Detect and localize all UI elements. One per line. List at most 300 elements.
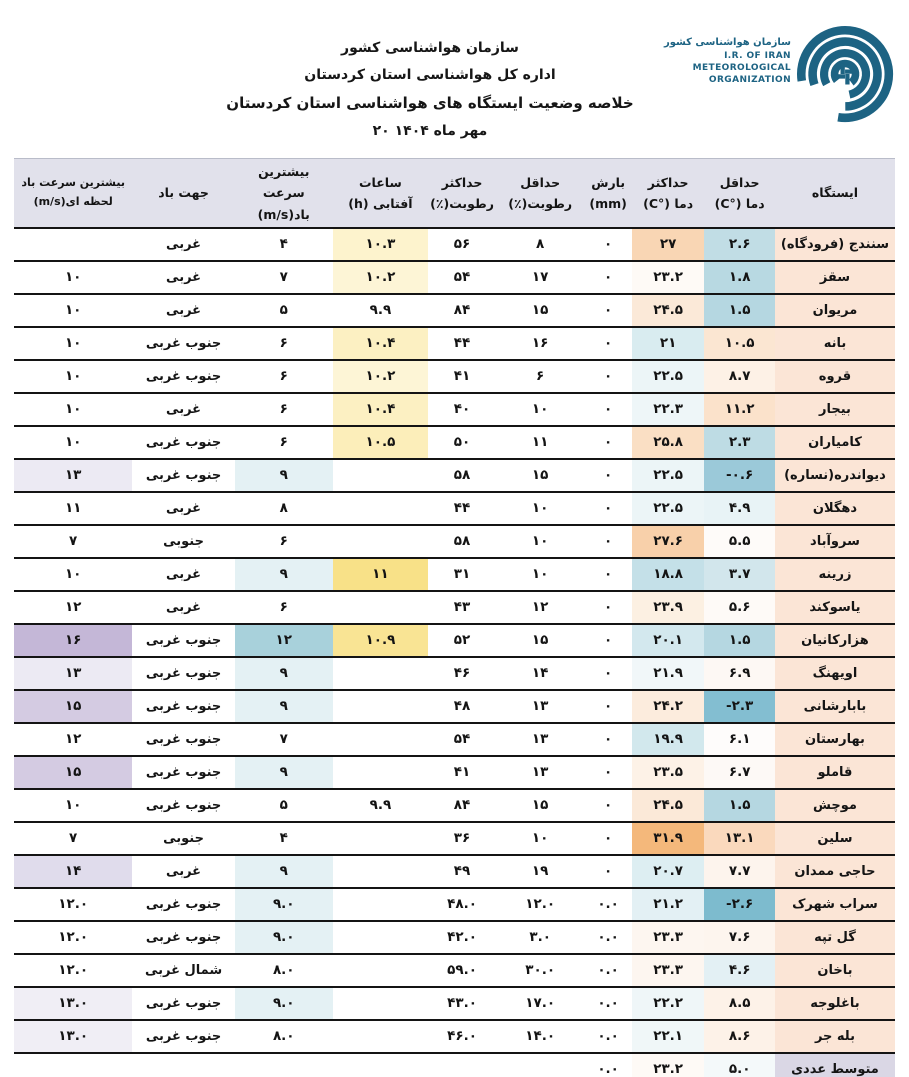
cell-precip: ۰ (604, 665, 613, 682)
col-header-gust: بیشترین سرعت باد لحظه ای(m/s) (14, 159, 132, 228)
cell-precip: ۰.۰ (597, 896, 619, 913)
cell-max_hum: ۳۶ (453, 830, 471, 847)
cell-max_hum: ۴۸ (453, 698, 471, 715)
cell-min_temp: ۶.۱ (704, 723, 775, 756)
table-row (14, 954, 895, 987)
cell-precip: ۰.۰ (597, 995, 619, 1012)
table-row (14, 294, 895, 327)
table-head (14, 159, 895, 228)
cell-min_hum: ۱۵ (531, 797, 549, 814)
cell-gust: ۱۰ (64, 335, 82, 352)
cell-wind_speed: ۶ (279, 401, 288, 418)
cell-min_temp: ۵.۰ (704, 1053, 775, 1077)
imo-logo (664, 14, 905, 136)
imo-logo-text (664, 36, 791, 86)
cell-max_hum: ۵۴ (453, 269, 471, 286)
cell-wind_speed: ۹ (235, 558, 333, 591)
cell-min_hum: ۱۰ (531, 401, 549, 418)
cell-gust (14, 1053, 132, 1077)
cell-gust: ۱۲.۰ (58, 896, 89, 913)
cell-max_hum: ۵۲ (453, 632, 471, 649)
cell-wind_speed: ۷ (279, 269, 288, 286)
cell-max_temp: ۲۴.۵ (632, 789, 704, 822)
station-name: باغلوجه (775, 987, 895, 1020)
cell-precip: ۰ (604, 863, 613, 880)
cell-max_temp: ۲۱.۲ (632, 888, 704, 921)
cell-sun: ۹.۹ (369, 797, 392, 814)
station-name: کامیاران (775, 426, 895, 459)
cell-wind_dir: جنوب غربی (145, 731, 222, 747)
cell-precip: ۰ (604, 764, 613, 781)
cell-gust: ۱۰ (64, 401, 82, 418)
cell-min_temp: ۸.۵ (704, 987, 775, 1020)
cell-sun (333, 987, 428, 1020)
cell-max_hum: ۵۰ (453, 434, 471, 451)
cell-gust: ۱۲ (64, 599, 82, 616)
cell-sun (333, 954, 428, 987)
cell-wind_speed: ۶ (279, 335, 288, 352)
cell-precip: ۰ (604, 467, 613, 484)
cell-wind_speed: ۹ (235, 459, 333, 492)
cell-min_temp: ۱.۵ (704, 624, 775, 657)
cell-min_temp: ۵.۵ (704, 525, 775, 558)
cell-wind_speed: ۸ (279, 500, 288, 517)
table-row (14, 426, 895, 459)
cell-min_temp: ۱۳.۱ (704, 822, 775, 855)
table-row (14, 1020, 895, 1053)
table-row (14, 888, 895, 921)
station-name: بیجار (775, 393, 895, 426)
cell-sun: ۱۰.۴ (333, 393, 428, 426)
table-row (14, 327, 895, 360)
cell-min_hum: ۱۵ (531, 467, 549, 484)
cell-precip: ۰ (604, 335, 613, 352)
cell-precip: ۰ (604, 599, 613, 616)
table-row (14, 987, 895, 1020)
cell-precip: ۰ (604, 566, 613, 583)
cell-wind_speed: ۸.۰ (272, 962, 295, 979)
cell-min_temp: ۱۰.۵ (704, 327, 775, 360)
table-row (14, 459, 895, 492)
station-name: دیواندره(نساره) (775, 459, 895, 492)
cell-max_hum: ۸۴ (453, 302, 471, 319)
cell-min_temp: ۷.۶ (704, 921, 775, 954)
station-name: بله جر (775, 1020, 895, 1053)
station-name: سراب شهرک (775, 888, 895, 921)
table-row (14, 756, 895, 789)
cell-min_temp: ۱.۵ (704, 789, 775, 822)
col-header-max_temp: حداکثر دما (°C) (632, 159, 704, 228)
cell-precip: ۰ (604, 302, 613, 319)
imo-logo-text-en1: I.R. OF IRAN (724, 50, 791, 61)
cell-max_hum: ۵۴ (453, 731, 471, 748)
cell-precip: ۰ (604, 830, 613, 847)
cell-gust: ۱۰ (64, 434, 82, 451)
cell-max_hum: ۴۳ (453, 599, 471, 616)
cell-gust: ۱۰ (64, 566, 82, 583)
cell-max_hum: ۳۱ (453, 566, 471, 583)
cell-gust: ۱۳.۰ (14, 1020, 132, 1053)
cell-max_temp: ۱۹.۹ (632, 723, 704, 756)
cell-wind_dir: غربی (166, 599, 202, 615)
cell-sun (333, 525, 428, 558)
station-name: سقز (775, 261, 895, 294)
cell-wind_dir: جنوب غربی (145, 929, 222, 945)
cell-min_hum: ۱۲.۰ (525, 896, 556, 913)
cell-min_hum: ۱۴.۰ (525, 1028, 556, 1045)
cell-precip: ۰ (604, 368, 613, 385)
cell-max_temp: ۲۷ (632, 228, 704, 261)
cell-min_temp: ۶.۷ (704, 756, 775, 789)
cell-min_temp: ۴.۶ (704, 954, 775, 987)
cell-max_hum: ۴۴ (453, 335, 471, 352)
station-name: بابارشانی (775, 690, 895, 723)
cell-gust: ۱۳.۰ (14, 987, 132, 1020)
station-name: قاملو (775, 756, 895, 789)
cell-max_hum: ۸۴ (453, 797, 471, 814)
cell-gust: ۱۲ (64, 731, 82, 748)
cell-precip: ۰ (604, 632, 613, 649)
cell-min_temp: -۰.۶ (704, 459, 775, 492)
station-name: زرینه (775, 558, 895, 591)
cell-precip: ۰ (604, 269, 613, 286)
cell-gust: ۱۴ (14, 855, 132, 888)
table-row (14, 789, 895, 822)
cell-min_hum: ۶ (536, 368, 545, 385)
cell-wind_dir: جنوب غربی (145, 467, 222, 483)
cell-gust: ۱۲.۰ (58, 962, 89, 979)
table-area (14, 158, 895, 1077)
imo-logo-text-en2: METEOROLOGICAL (692, 62, 791, 73)
table-row (14, 558, 895, 591)
cell-gust: ۱۱ (64, 500, 82, 517)
cell-sun (333, 591, 428, 624)
cell-max_temp: ۲۲.۳ (632, 393, 704, 426)
cell-wind_speed (235, 1053, 333, 1077)
cell-wind_dir: جنوب غربی (145, 896, 222, 912)
cell-min_temp: -۲.۳ (704, 690, 775, 723)
cell-max_temp: ۲۳.۳ (632, 954, 704, 987)
cell-gust: ۱۰ (64, 368, 82, 385)
cell-precip: ۰ (604, 500, 613, 517)
cell-max_hum: ۵۸ (453, 533, 471, 550)
header-row (14, 159, 895, 228)
cell-wind_dir: غربی (166, 500, 202, 516)
cell-min_hum: ۱۰ (531, 830, 549, 847)
cell-precip: ۰ (604, 731, 613, 748)
cell-sun (333, 1053, 428, 1077)
cell-max_hum: ۴۶.۰ (447, 1028, 477, 1045)
cell-sun (333, 492, 428, 525)
col-header-min_hum: حداقل رطوبت(٪) (496, 159, 584, 228)
cell-min_hum: ۸ (536, 236, 545, 253)
cell-min_hum: ۱۷.۰ (525, 995, 556, 1012)
cell-wind_dir: غربی (166, 863, 202, 879)
cell-wind_dir: جنوب غربی (145, 665, 222, 681)
col-header-max_hum: حداکثر رطوبت(٪) (428, 159, 496, 228)
cell-precip: ۰ (604, 401, 613, 418)
cell-min_hum: ۱۷ (531, 269, 549, 286)
cell-sun: ۱۰.۲ (333, 360, 428, 393)
cell-min_hum: ۱۳ (531, 731, 549, 748)
station-name: دهگلان (775, 492, 895, 525)
cell-max_temp: ۲۰.۱ (632, 624, 704, 657)
spiral-logo-icon (787, 14, 905, 136)
station-name: بانه (775, 327, 895, 360)
cell-wind_dir: جنوب غربی (145, 764, 222, 780)
cell-sun: ۱۱ (333, 558, 428, 591)
cell-max_hum (428, 1053, 496, 1077)
office-title: اداره کل هواشناسی استان کردستان (304, 67, 556, 83)
cell-min_temp: ۱۱.۲ (704, 393, 775, 426)
cell-min_temp: ۸.۷ (704, 360, 775, 393)
table-row (14, 624, 895, 657)
cell-max_hum: ۵۸ (453, 467, 471, 484)
cell-min_hum: ۱۶ (531, 335, 549, 352)
cell-sun: ۱۰.۹ (333, 624, 428, 657)
cell-gust: ۱۳ (14, 657, 132, 690)
cell-gust: ۱۰ (64, 797, 82, 814)
cell-max_temp: ۲۴.۲ (632, 690, 704, 723)
cell-min_hum: ۱۰ (531, 566, 549, 583)
cell-max_temp: ۲۱.۹ (632, 657, 704, 690)
cell-wind_speed: ۵ (279, 302, 288, 319)
cell-max_hum: ۵۹.۰ (447, 962, 477, 979)
station-name: یاسوکند (775, 591, 895, 624)
table-row (14, 723, 895, 756)
cell-wind_speed: ۹ (235, 657, 333, 690)
cell-gust: ۱۳ (14, 459, 132, 492)
cell-max_hum: ۴۱ (453, 368, 471, 385)
cell-wind_speed: ۶ (279, 599, 288, 616)
cell-wind_speed: ۹ (235, 855, 333, 888)
cell-gust: ۱۶ (14, 624, 132, 657)
cell-precip: ۰.۰ (597, 1028, 619, 1045)
cell-gust: ۷ (69, 830, 78, 847)
cell-sun: ۱۰.۴ (333, 327, 428, 360)
station-name: باخان (775, 954, 895, 987)
cell-wind_dir: جنوب غربی (145, 368, 222, 384)
cell-sun (333, 855, 428, 888)
cell-sun: ۱۰.۳ (333, 228, 428, 261)
station-name: سلین (775, 822, 895, 855)
cell-gust: ۱۰ (64, 269, 82, 286)
cell-max_temp: ۲۳.۵ (632, 756, 704, 789)
cell-max_temp: ۲۳.۲ (632, 261, 704, 294)
cell-max_hum: ۴۹ (453, 863, 471, 880)
cell-max_temp: ۲۳.۳ (632, 921, 704, 954)
col-header-min_temp: حداقل دما (°C) (704, 159, 775, 228)
cell-max_hum: ۴۸.۰ (447, 896, 477, 913)
col-header-sun: ساعات آفتابی (h) (333, 159, 428, 228)
cell-min_temp: -۲.۶ (704, 888, 775, 921)
cell-sun: ۱۰.۵ (333, 426, 428, 459)
report-date: ۲۰ مهر ماه ۱۴۰۴ (372, 123, 488, 139)
cell-wind_dir: غربی (166, 302, 202, 318)
cell-gust: ۱۰ (64, 302, 82, 319)
cell-wind_dir: جنوبی (163, 830, 204, 846)
cell-min_hum: ۱۴ (531, 665, 549, 682)
cell-gust: ۱۵ (14, 756, 132, 789)
cell-sun (333, 459, 428, 492)
report-title: خلاصه وضعیت ایستگاه های هواشناسی استان کردستان (226, 94, 634, 112)
cell-min_temp: ۱.۵ (704, 294, 775, 327)
cell-wind_dir: جنوب غربی (145, 335, 222, 351)
cell-wind_dir: جنوبی (163, 533, 204, 549)
cell-sun (333, 1020, 428, 1053)
cell-max_temp: ۳۱.۹ (632, 822, 704, 855)
cell-max_temp: ۲۲.۲ (632, 987, 704, 1020)
cell-min_hum: ۱۳ (531, 698, 549, 715)
table-row (14, 822, 895, 855)
station-name: سروآباد (775, 525, 895, 558)
cell-max_temp: ۲۳.۹ (632, 591, 704, 624)
cell-sun (333, 657, 428, 690)
cell-precip: ۰.۰ (597, 1061, 619, 1077)
imo-logo-text-fa: سازمان هواشناسی کشور (663, 37, 791, 48)
station-name: اویهنگ (775, 657, 895, 690)
station-name: هزارکانیان (775, 624, 895, 657)
cell-gust (14, 228, 132, 261)
cell-wind_dir: غربی (166, 269, 202, 285)
cell-wind_dir: غربی (166, 401, 202, 417)
cell-max_temp: ۲۲.۵ (632, 459, 704, 492)
cell-max_hum: ۵۶ (453, 236, 471, 253)
cell-max_temp: ۲۲.۱ (632, 1020, 704, 1053)
cell-max_hum: ۴۱ (453, 764, 471, 781)
cell-min_hum: ۱۰ (531, 533, 549, 550)
cell-min_hum: ۳۰.۰ (525, 962, 556, 979)
cell-precip: ۰.۰ (597, 929, 619, 946)
station-name: متوسط عددی (775, 1053, 895, 1077)
cell-min_hum: ۱۵ (531, 302, 549, 319)
cell-max_temp: ۲۳.۲ (632, 1053, 704, 1077)
cell-max_temp: ۲۲.۵ (632, 360, 704, 393)
cell-wind_dir: شمال غربی (144, 962, 223, 978)
cell-precip: ۰ (604, 236, 613, 253)
station-name: گل تپه (775, 921, 895, 954)
cell-min_temp: ۳.۷ (704, 558, 775, 591)
cell-sun (333, 756, 428, 789)
cell-wind_dir: غربی (166, 566, 202, 582)
cell-max_temp: ۲۲.۵ (632, 492, 704, 525)
cell-sun: ۱۰.۲ (333, 261, 428, 294)
cell-wind_speed: ۴ (279, 236, 288, 253)
cell-min_temp: ۶.۹ (704, 657, 775, 690)
cell-wind_speed: ۹.۰ (235, 987, 333, 1020)
cell-wind_speed: ۹.۰ (235, 888, 333, 921)
cell-max_temp: ۲۵.۸ (632, 426, 704, 459)
table-row (14, 525, 895, 558)
cell-wind_speed: ۶ (279, 368, 288, 385)
cell-sun (333, 690, 428, 723)
table-row (14, 492, 895, 525)
station-name: موچش (775, 789, 895, 822)
cell-wind_speed: ۶ (279, 434, 288, 451)
cell-min_hum: ۱۱ (531, 434, 549, 451)
cell-max_hum: ۴۶ (453, 665, 471, 682)
cell-sun (333, 822, 428, 855)
cell-min_temp: ۷.۷ (704, 855, 775, 888)
weather-table (14, 158, 895, 1077)
cell-max_temp: ۱۸.۸ (632, 558, 704, 591)
col-header-wind_dir: جهت باد (132, 159, 234, 228)
station-name: قروه (775, 360, 895, 393)
col-header-station: ایستگاه (775, 159, 895, 228)
cell-wind_speed: ۵ (279, 797, 288, 814)
cell-wind_speed: ۹ (235, 756, 333, 789)
cell-wind_dir: جنوب غربی (145, 995, 222, 1011)
table-row (14, 657, 895, 690)
station-name: مریوان (775, 294, 895, 327)
cell-max_hum: ۴۴ (453, 500, 471, 517)
cell-precip: ۰.۰ (597, 962, 619, 979)
table-row (14, 690, 895, 723)
cell-wind_speed: ۹.۰ (235, 921, 333, 954)
average-row (14, 1053, 895, 1077)
station-name: بهارستان (775, 723, 895, 756)
cell-min_temp: ۵.۶ (704, 591, 775, 624)
cell-wind_dir: غربی (166, 236, 202, 252)
cell-min_temp: ۲.۳ (704, 426, 775, 459)
cell-gust: ۱۵ (14, 690, 132, 723)
cell-min_hum: ۱۵ (531, 632, 549, 649)
table-row (14, 360, 895, 393)
cell-min_temp: ۱.۸ (704, 261, 775, 294)
cell-sun (333, 723, 428, 756)
cell-gust: ۷ (69, 533, 78, 550)
station-name: سنندج (فرودگاه) (775, 228, 895, 261)
cell-min_hum: ۱۳ (531, 764, 549, 781)
cell-precip: ۰ (604, 434, 613, 451)
table-row (14, 393, 895, 426)
table-row (14, 261, 895, 294)
cell-max_temp: ۲۰.۷ (632, 855, 704, 888)
cell-max_hum: ۴۲.۰ (447, 929, 477, 946)
cell-max_temp: ۲۱ (632, 327, 704, 360)
cell-wind_dir: جنوب غربی (145, 698, 222, 714)
cell-wind_dir (132, 1053, 234, 1077)
col-header-wind_speed: بیشترین سرعت باد(m/s) (235, 159, 333, 228)
cell-wind_speed: ۶ (279, 533, 288, 550)
cell-wind_speed: ۹ (235, 690, 333, 723)
cell-min_hum: ۱۹ (531, 863, 549, 880)
cell-min_hum: ۱۲ (531, 599, 549, 616)
cell-max_temp: ۲۴.۵ (632, 294, 704, 327)
cell-wind_dir: جنوب غربی (145, 797, 222, 813)
cell-max_temp: ۲۷.۶ (632, 525, 704, 558)
table-row (14, 228, 895, 261)
cell-sun (333, 921, 428, 954)
cell-wind_dir: جنوب غربی (145, 1028, 222, 1044)
table-body (14, 228, 895, 1077)
cell-sun: ۹.۹ (369, 302, 392, 319)
cell-precip: ۰ (604, 533, 613, 550)
imo-logo-text-en3: ORGANIZATION (708, 74, 791, 85)
cell-wind_dir: جنوب غربی (145, 434, 222, 450)
org-title: سازمان هواشناسی کشور (341, 40, 519, 56)
cell-min_hum: ۱۰ (531, 500, 549, 517)
cell-wind_speed: ۷ (279, 731, 288, 748)
cell-precip: ۰ (604, 797, 613, 814)
table-row (14, 591, 895, 624)
cell-max_hum: ۴۳.۰ (447, 995, 477, 1012)
cell-precip: ۰ (604, 698, 613, 715)
cell-min_hum: ۳.۰ (529, 929, 551, 946)
cell-wind_dir: جنوب غربی (145, 632, 222, 648)
cell-max_hum: ۴۰ (453, 401, 471, 418)
cell-gust: ۱۲.۰ (58, 929, 89, 946)
